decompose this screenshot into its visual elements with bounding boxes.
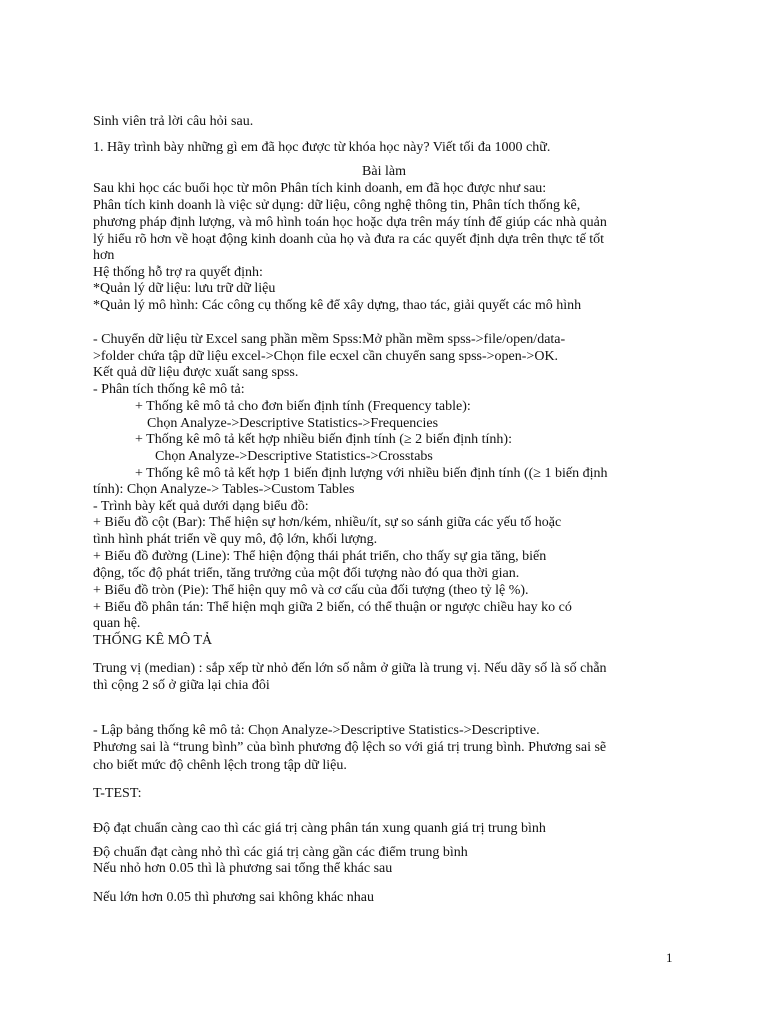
text-line: quan hệ. <box>93 616 141 631</box>
text-line: + Biểu đồ phân tán: Thể hiện mqh giữa 2 biến, có thể thuận or ngược chiều hay ko có <box>93 600 572 615</box>
text-line: + Biểu đồ đường (Line): Thể hiện động thái phát triển, cho thấy sự gia tăng, biến <box>93 549 547 564</box>
text-line: >folder chứa tập dữ liệu excel->Chọn file ecxel cần chuyển sang spss->open->OK. <box>93 349 559 364</box>
text-line: Kết quả dữ liệu được xuất sang spss. <box>93 365 299 380</box>
text-line: Trung vị (median) : sắp xếp từ nhỏ đến lớn số nằm ở giữa là trung vị. Nếu dãy số là số chẵn <box>93 661 607 676</box>
text-line: Nếu lớn hơn 0.05 thì phương sai không khác nhau <box>93 890 374 905</box>
text-line: *Quản lý dữ liệu: lưu trữ dữ liệu <box>93 281 276 296</box>
text-line: - Trình bày kết quả dưới dạng biểu đồ: <box>93 499 309 514</box>
text-line: + Thống kê mô tả kết hợp nhiều biến định tính (≥ 2 biến định tính): <box>135 432 512 447</box>
text-line: Nếu nhỏ hơn 0.05 thì là phương sai tổng thể khác sau <box>93 861 393 876</box>
text-line: + Biểu đồ cột (Bar): Thể hiện sự hơn/kém, nhiều/ít, sự so sánh giữa các yếu tố hoặc <box>93 515 562 530</box>
page-number: 1 <box>666 950 673 965</box>
text-line: Hệ thống hỗ trợ ra quyết định: <box>93 265 263 280</box>
section-heading: THỐNG KÊ MÔ TẢ <box>93 633 213 648</box>
text-line: Chọn Analyze->Descriptive Statistics->Crosstabs <box>155 449 433 464</box>
text-line: Phương sai là “trung bình” của bình phương độ lệch so với giá trị trung bình. Phương sai sẽ <box>93 740 607 755</box>
text-line: + Biểu đồ tròn (Pie): Thể hiện quy mô và cơ cấu của đối tượng (theo tỷ lệ %). <box>93 583 529 598</box>
text-line: thì cộng 2 số ở giữa lại chia đôi <box>93 678 270 693</box>
text-line: động, tốc độ phát triển, tăng trưởng của một đối tượng nào đó qua thời gian. <box>93 566 520 581</box>
text-line: Sau khi học các buổi học từ môn Phân tích kinh doanh, em đã học được như sau: <box>93 181 547 196</box>
text-line: phương pháp định lượng, và mô hình toán học hoặc dựa trên máy tính để giúp các nhà quản <box>93 215 607 230</box>
text-line: + Thống kê mô tả kết hợp 1 biến định lượng với nhiều biến định tính ((≥ 1 biến định <box>135 466 608 481</box>
text-line: lý hiểu rõ hơn về hoạt động kinh doanh của họ và đưa ra các quyết định dựa trên thực tế tốt <box>93 232 605 247</box>
text-line: + Thống kê mô tả cho đơn biến định tính (Frequency table): <box>135 399 471 414</box>
section-heading: T-TEST: <box>93 786 142 801</box>
text-line: tình hình phát triển về quy mô, độ lớn, khối lượng. <box>93 532 378 547</box>
text-line: Độ chuẩn đạt càng nhỏ thì các giá trị càng gần các điểm trung bình <box>93 845 468 860</box>
text-line: tính): Chọn Analyze-> Tables->Custom Tables <box>93 482 355 497</box>
answer-heading: Bài làm <box>362 164 406 179</box>
intro-line: Sinh viên trả lời câu hỏi sau. <box>93 114 254 129</box>
text-line: cho biết mức độ chênh lệch trong tập dữ liệu. <box>93 758 347 773</box>
text-line: *Quản lý mô hình: Các công cụ thống kê để xây dựng, thao tác, giải quyết các mô hình <box>93 298 582 313</box>
question-line: 1. Hãy trình bày những gì em đã học được từ khóa học này? Viết tối đa 1000 chữ. <box>93 140 551 155</box>
text-line: hơn <box>93 248 115 263</box>
text-line: - Lập bảng thống kê mô tả: Chọn Analyze->Descriptive Statistics->Descriptive. <box>93 723 540 738</box>
text-line: Độ đạt chuẩn càng cao thì các giá trị càng phân tán xung quanh giá trị trung bình <box>93 821 546 836</box>
text-line: Phân tích kinh doanh là việc sử dụng: dữ liệu, công nghệ thông tin, Phân tích thống kê, <box>93 198 581 213</box>
text-line: Chọn Analyze->Descriptive Statistics->Frequencies <box>147 416 439 431</box>
text-line: - Chuyển dữ liệu từ Excel sang phần mềm Spss:Mở phần mềm spss->file/open/data- <box>93 332 566 347</box>
text-line: - Phân tích thống kê mô tả: <box>93 382 245 397</box>
